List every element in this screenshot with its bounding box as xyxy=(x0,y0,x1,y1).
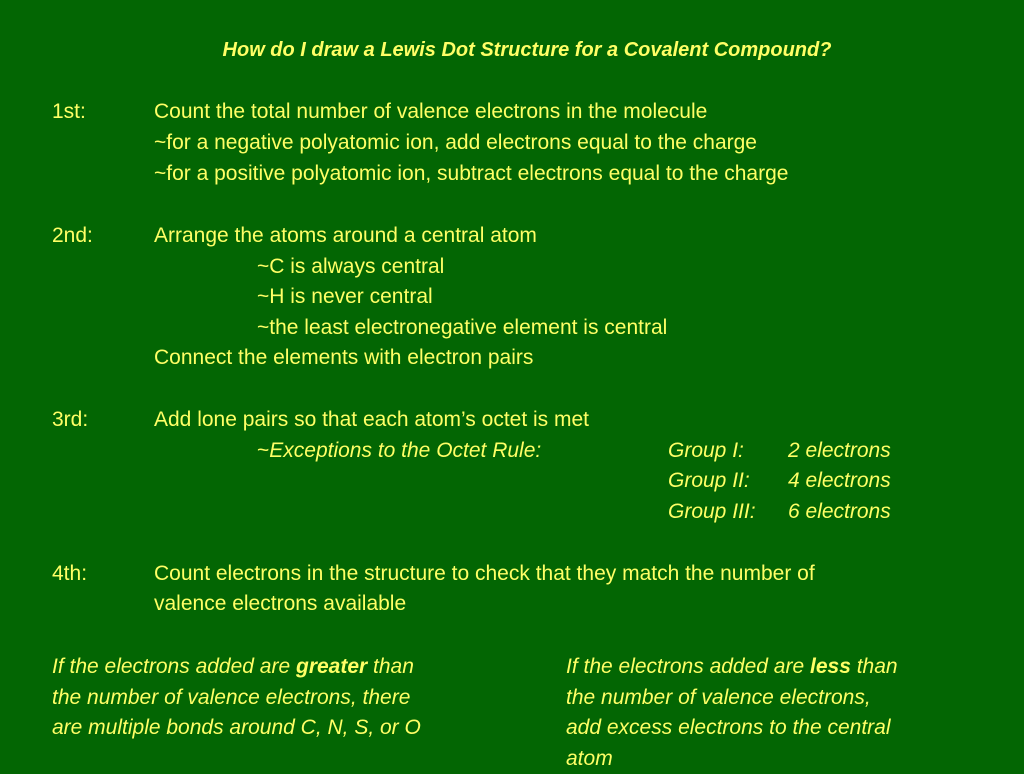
slide-title: How do I draw a Lewis Dot Structure for a Covalent Compound? xyxy=(222,39,832,61)
greater-emphasis: greater xyxy=(296,655,368,678)
less-emphasis: less xyxy=(810,655,851,678)
less-electrons-note xyxy=(566,652,898,774)
group-electrons: 6 electrons xyxy=(788,500,891,523)
step1-note-negative: ~for a negative polyatomic ion, add electrons equal to the charge xyxy=(154,131,757,154)
octet-exceptions-tilde: ~ xyxy=(257,439,270,462)
step2-rule-electronegative: ~the least electronegative element is central xyxy=(257,316,668,339)
greater-note-line3: are multiple bonds around C, N, S, or O xyxy=(52,716,421,740)
group-electrons: 4 electrons xyxy=(788,469,891,492)
less-note-line3: add excess electrons to the central xyxy=(566,716,891,740)
octet-exceptions-label: Exceptions to the Octet Rule: xyxy=(269,439,542,462)
step1-text: Count the total number of valence electrons in the molecule xyxy=(154,100,708,123)
greater-electrons-note xyxy=(52,652,421,744)
greater-note-suffix: than xyxy=(367,655,414,678)
greater-note-prefix: If the electrons added are xyxy=(52,655,296,678)
step2-connect: Connect the elements with electron pairs xyxy=(154,346,534,369)
group-label: Group II: xyxy=(668,469,750,492)
group-label: Group I: xyxy=(668,439,744,462)
step3-label: 3rd: xyxy=(52,408,89,431)
less-note-line1 xyxy=(566,652,898,683)
step2-rule-carbon: ~C is always central xyxy=(257,255,445,278)
step2-text: Arrange the atoms around a central atom xyxy=(154,224,537,247)
step4-text-line1: Count electrons in the structure to check that they match the number of xyxy=(154,562,815,585)
step2-rule-hydrogen: ~H is never central xyxy=(257,285,433,308)
greater-note-line1 xyxy=(52,652,421,683)
greater-note-line2: the number of valence electrons, there xyxy=(52,685,411,709)
step3-text: Add lone pairs so that each atom’s octet is met xyxy=(154,408,590,431)
step2-label: 2nd: xyxy=(52,224,93,247)
group-electrons: 2 electrons xyxy=(788,439,891,462)
step4-label: 4th: xyxy=(52,562,88,585)
octet-exceptions-heading xyxy=(257,438,541,463)
less-note-line4: atom xyxy=(566,746,613,770)
less-note-suffix: than xyxy=(850,655,898,678)
less-note-line2: the number of valence electrons, xyxy=(566,685,871,709)
group-label: Group III: xyxy=(668,500,756,523)
step1-label: 1st: xyxy=(52,100,86,123)
step4-text-line2: valence electrons available xyxy=(154,592,407,615)
less-note-prefix: If the electrons added are xyxy=(566,655,810,678)
step1-note-positive: ~for a positive polyatomic ion, subtract electrons equal to the charge xyxy=(154,162,789,185)
